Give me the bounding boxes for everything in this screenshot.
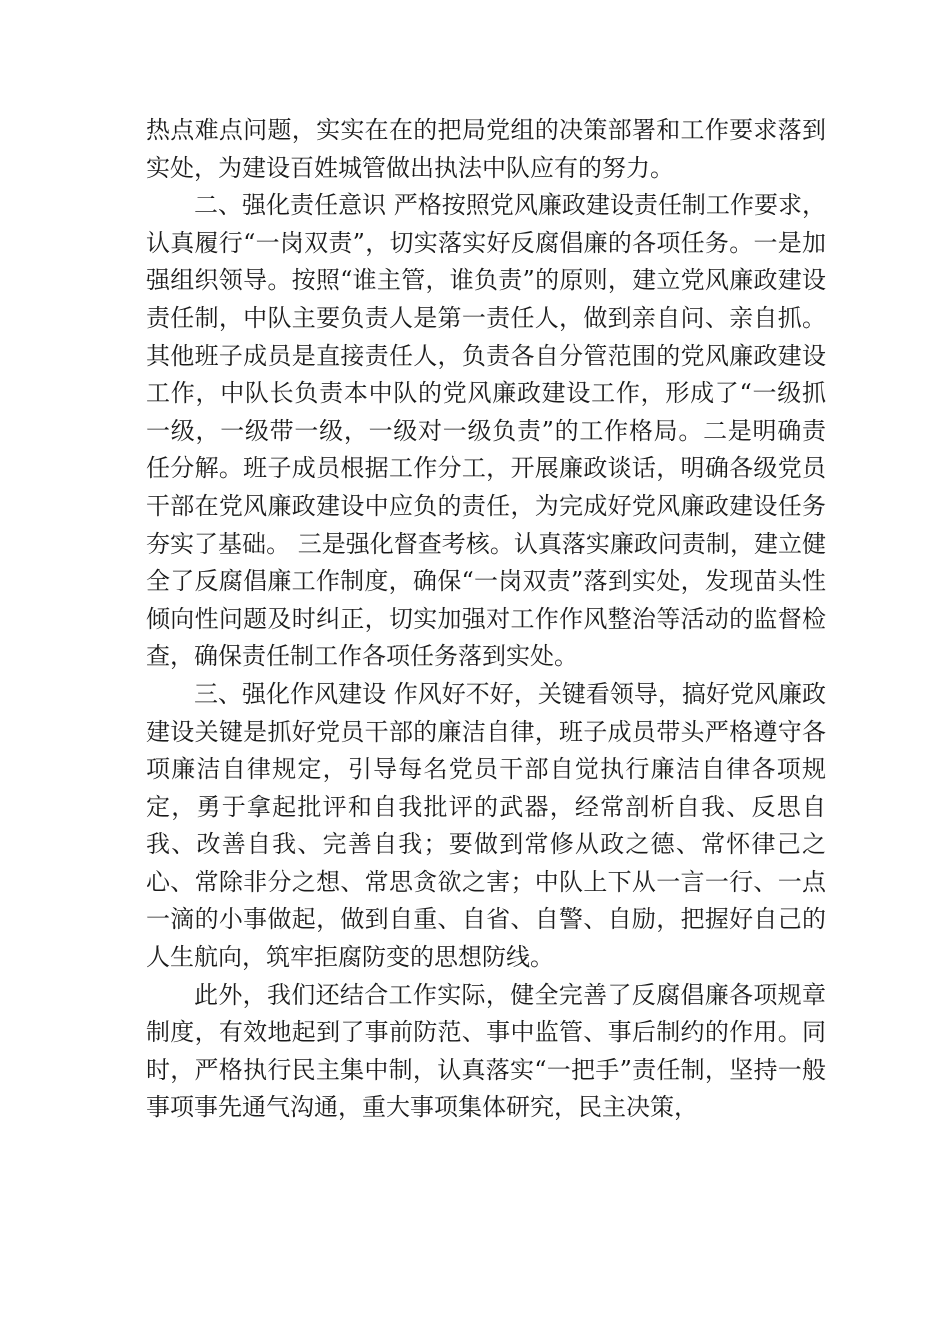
document-body	[146, 112, 826, 1127]
paragraph-responsibility: 二、强化责任意识 严格按照党风廉政建设责任制工作要求，认真履行“一岗双责”，切实落实好反腐倡廉的各项任务。一是加强组织领导。按照“谁主管，谁负责”的原则，建立党风廉政建设责任制，中队主要负责人是第一责任人，做到亲自问、亲自抓。其他班子成员是直接责任人，负责各自分管范围的党风廉政建设工作，中队长负责本中队的党风廉政建设工作，形成了“一级抓一级，一级带一级，一级对一级负责”的工作格局。二是明确责任分解。班子成员根据工作分工，开展廉政谈话，明确各级党员干部在党风廉政建设中应负的责任，为完成好党风廉政建设任务夯实了基础。 三是强化督查考核。认真落实廉政问责制，建立健全了反腐倡廉工作制度，确保“一岗双责”落到实处，发现苗头性倾向性问题及时纠正，切实加强对工作作风整治等活动的监督检查，确保责任制工作各项任务落到实处。	[146, 191, 826, 671]
paragraph-additionally: 此外，我们还结合工作实际，健全完善了反腐倡廉各项规章制度，有效地起到了事前防范、事中监管、事后制约的作用。同时，严格执行民主集中制，认真落实“一把手”责任制，坚持一般事项事先通气沟通，重大事项集体研究，民主决策，	[146, 980, 826, 1122]
paragraph-continuation: 热点难点问题，实实在在的把局党组的决策部署和工作要求落到实处，为建设百姓城管做出执法中队应有的努力。	[146, 116, 826, 182]
paragraph-work-style: 三、强化作风建设 作风好不好，关键看领导，搞好党风廉政建设关键是抓好党员干部的廉洁自律，班子成员带头严格遵守各项廉洁自律规定，引导每名党员干部自觉执行廉洁自律各项规定，勇于拿起批评和自我批评的武器，经常剖析自我、反思自我、改善自我、完善自我；要做到常修从政之德、常怀律己之心、常除非分之想、常思贪欲之害；中队上下从一言一行、一点一滴的小事做起，做到自重、自省、自警、自励，把握好自己的人生航向，筑牢拒腐防变的思想防线。	[146, 679, 826, 972]
